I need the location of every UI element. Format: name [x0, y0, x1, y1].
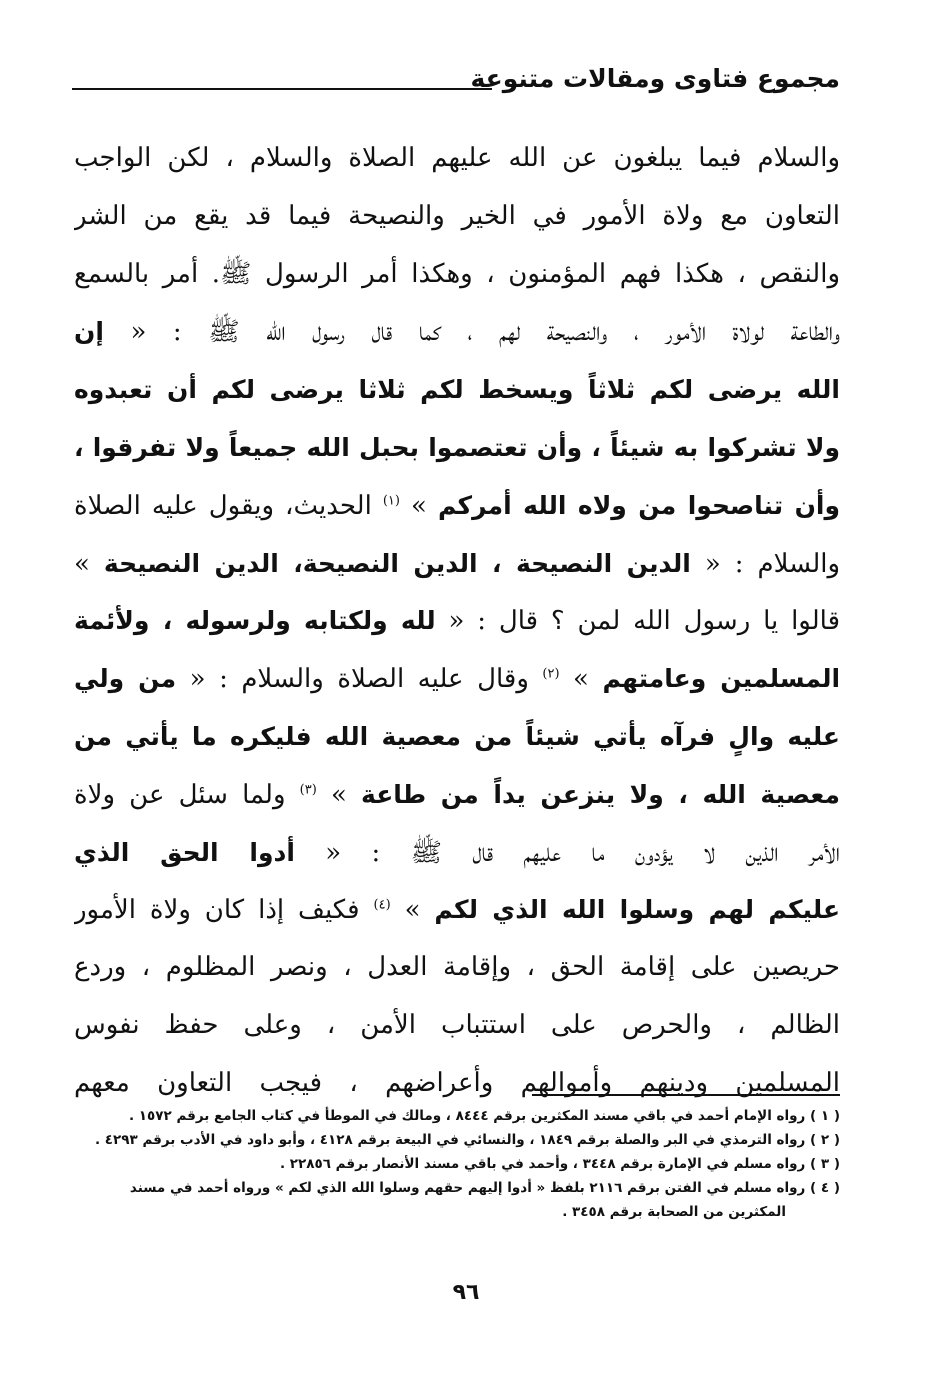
text-line: التعاون مع ولاة الأمور في الخير والنصيحة فيما قد يقع من الشر	[74, 200, 840, 231]
hadith-quote: لله ولكتابه ولرسوله ، ولأئمة	[74, 606, 436, 636]
text-line: عليكم لهم وسلوا الله الذي لكم » $^{(٤)}$ فكيف إذا كان ولاة الأمور	[74, 895, 840, 926]
hadith-quote: أدوا الحق الذي	[74, 837, 295, 867]
footnote-1: ( ١ ) رواه الإمام أحمد في باقي مسند المكثرين برقم ٨٤٤٤ ، ومالك في الموطأ في كتاب الجامع برقم ١٥٧٢ .	[128, 1108, 840, 1124]
text-line: والنقص ، هكذا فهم المؤمنون ، وهكذا أمر الرسول ﷺ. أمر بالسمع	[74, 258, 840, 289]
text-line	[74, 361, 840, 419]
footnotes	[74, 1104, 840, 1224]
footnote-rule	[532, 1094, 840, 1096]
footnote-ref: (٤)	[373, 897, 391, 913]
text-line: الظالم ، والحرص على استتباب الأمن ، وعلى حفظ نفوس	[74, 1009, 840, 1040]
footnote-4-continued: المكثرين من الصحابة برقم ٣٤٥٨ .	[562, 1204, 786, 1220]
header-rule	[72, 88, 492, 90]
text-line	[74, 708, 840, 766]
text-line: معصية الله ، ولا ينزعن يداً من طاعة » $^{(٣)}$ ولما سئل عن ولاة	[74, 779, 840, 810]
text-line	[74, 419, 840, 477]
text-line: والسلام : « الدين النصيحة ، الدين النصيحة، الدين النصيحة »	[74, 548, 840, 579]
hadith-quote: معصية الله ، ولا ينزعن يداً من طاعة	[361, 779, 840, 809]
hadith-quote: عليه والٍ فرآه يأتي شيئاً من معصية الله فليكره ما يأتي من	[74, 721, 840, 751]
text-line: الأمر الذين لا يؤدون ما عليهم قال ﷺ : « أدوا الحق الذي	[74, 837, 840, 868]
hadith-quote: الله يرضى لكم ثلاثاً ويسخط لكم ثلاثا يرضى لكم أن تعبدوه	[74, 375, 840, 405]
text-line: المسلمين ودينهم وأموالهم وأعراضهم ، فيجب التعاون معهم	[74, 1067, 840, 1098]
hadith-quote: المسلمين وعامتهم	[602, 664, 840, 694]
body-text	[74, 130, 840, 1113]
text-line: حريصين على إقامة الحق ، وإقامة العدل ، ونصر المظلوم ، وردع	[74, 952, 840, 983]
hadith-quote: ولا تشركوا به شيئاً ، وأن تعتصموا بحبل الله جميعاً ولا تفرقوا ،	[74, 432, 840, 462]
footnote-ref: (٢)	[542, 666, 560, 682]
footnote-ref: (١)	[382, 493, 400, 509]
hadith-quote: الدين النصيحة ، الدين النصيحة، الدين النصيحة	[103, 548, 691, 578]
hadith-quote: عليكم لهم وسلوا الله الذي لكم	[434, 895, 840, 925]
hadith-quote: من ولي	[74, 664, 177, 694]
hadith-quote: وأن تناصحوا من ولاه الله أمركم	[437, 490, 840, 520]
hadith-quote: إن	[74, 317, 104, 347]
running-header	[72, 64, 840, 98]
text-line: المسلمين وعامتهم » $^{(٢)}$ وقال عليه الصلاة والسلام : « من ولي	[74, 664, 840, 695]
footnote-4: ( ٤ ) رواه مسلم في الفتن برقم ٢١١٦ بلفظ « أدوا إليهم حقهم وسلوا الله الذي لكم » ورواه أحمد في مسند	[129, 1180, 840, 1196]
text-line: والطاعة لولاة الأمور ، والنصيحة لهم ، كما قال رسول الله ﷺ : « إن	[74, 317, 840, 348]
page-number: ٩٦	[452, 1280, 480, 1305]
book-title: مجموع فتاوى ومقالات متنوعة	[470, 64, 840, 93]
text-line: وأن تناصحوا من ولاه الله أمركم » $^{(١)}$ الحديث، ويقول عليه الصلاة	[74, 490, 840, 521]
text-line: والسلام فيما يبلغون عن الله عليهم الصلاة والسلام ، لكن الواجب	[74, 143, 840, 173]
footnote-3: ( ٣ ) رواه مسلم في الإمارة برقم ٣٤٤٨ ، وأحمد في باقي مسند الأنصار برقم ٢٢٨٥٦ .	[279, 1156, 840, 1172]
footnote-2: ( ٢ ) رواه الترمذي في البر والصلة برقم ١٨٤٩ ، والنسائي في البيعة برقم ٤١٢٨ ، وأبو داود في الأدب برقم ٤٢٩٣ .	[94, 1132, 840, 1148]
text-line: قالوا يا رسول الله لمن ؟ قال : « لله ولكتابه ولرسوله ، ولأئمة	[74, 606, 840, 637]
footnote-ref: (٣)	[299, 782, 317, 798]
